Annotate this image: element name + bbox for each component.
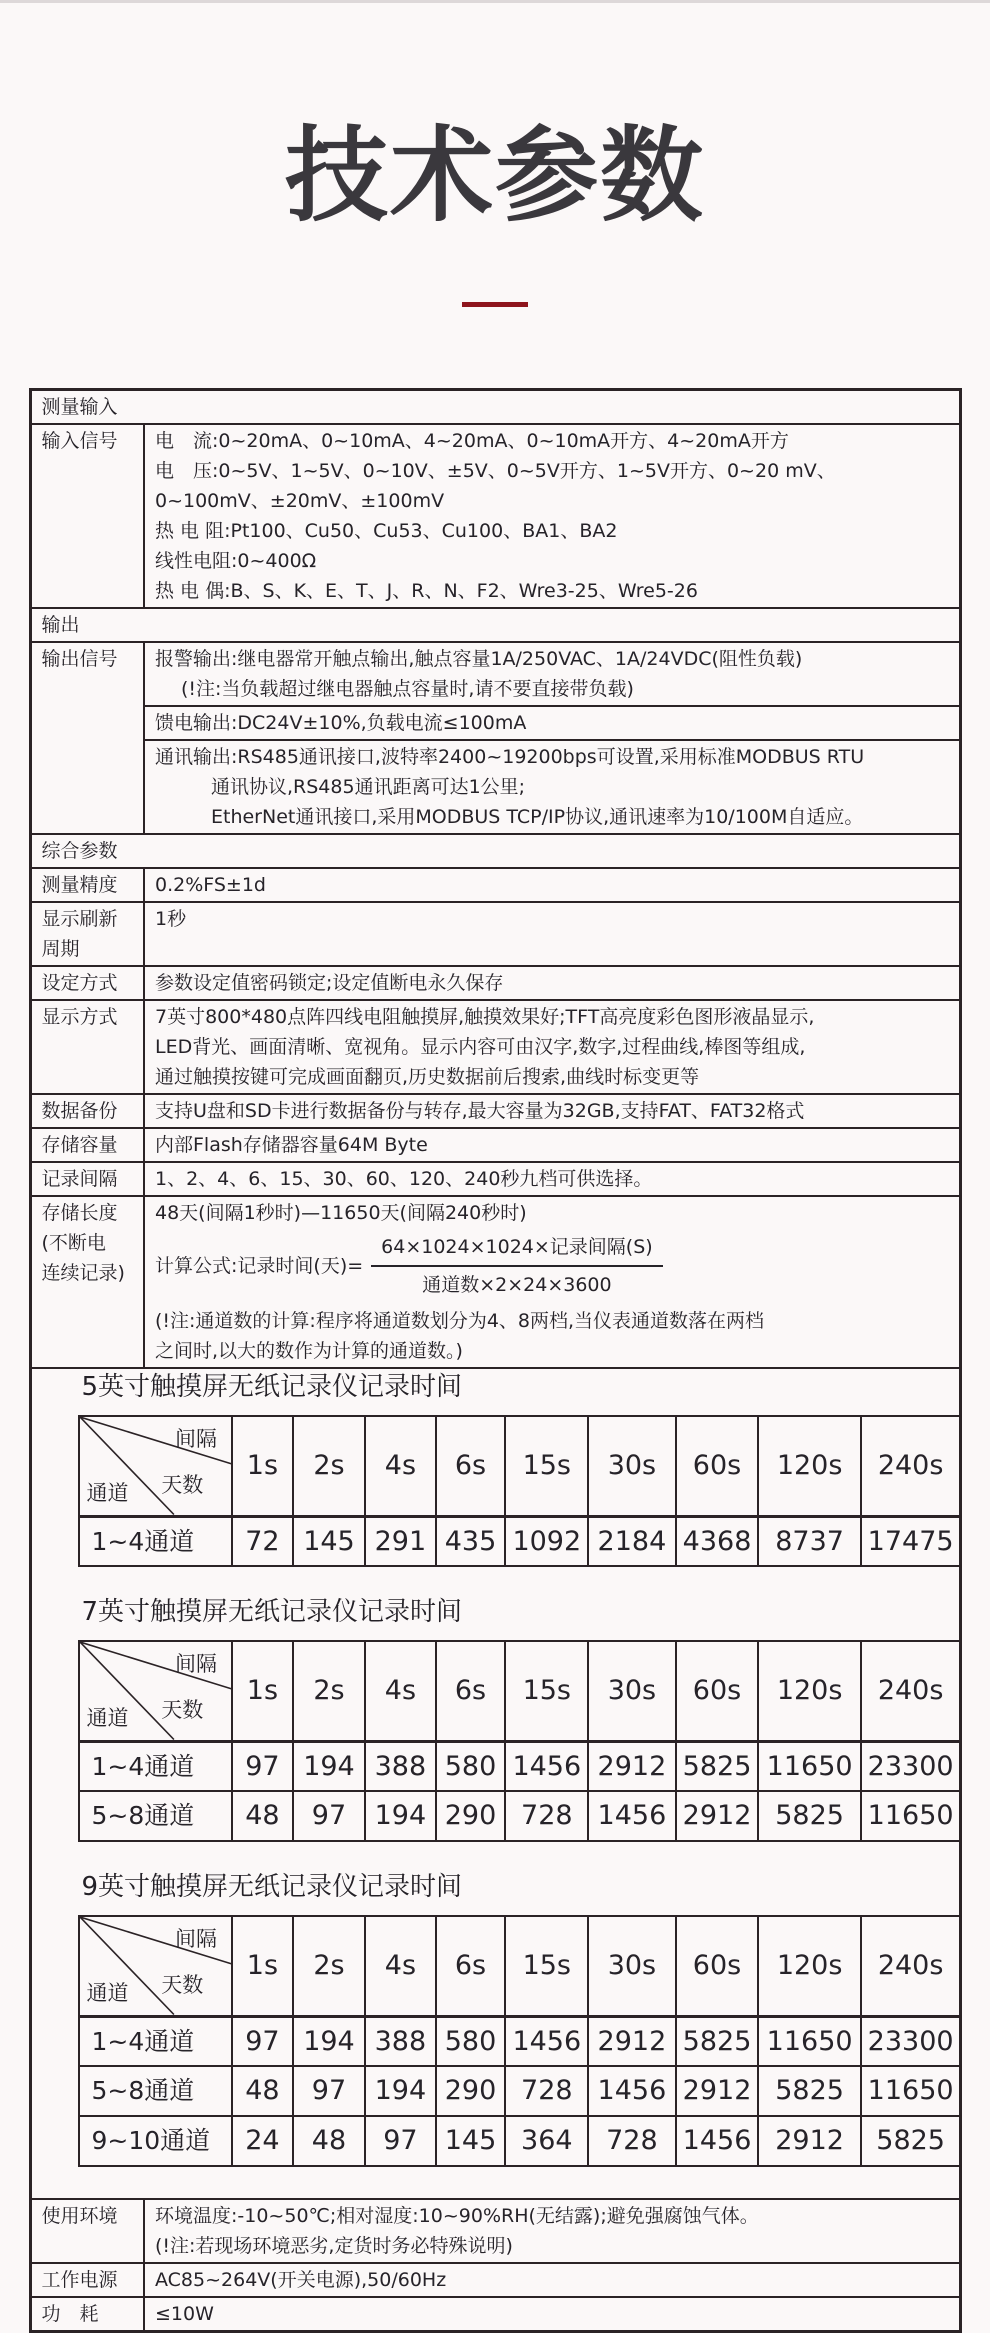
days-value: 2912 bbox=[588, 1741, 675, 1791]
days-value: 5825 bbox=[676, 1741, 759, 1791]
days-value: 2912 bbox=[588, 2016, 675, 2066]
days-value: 194 bbox=[365, 2066, 436, 2116]
corner-label-channel: 通道 bbox=[86, 1980, 129, 2005]
days-value: 145 bbox=[293, 1516, 365, 1566]
row-record-tables bbox=[30, 1368, 960, 2199]
row-accuracy bbox=[30, 868, 960, 902]
channel-label: 5~8通道 bbox=[79, 1791, 232, 1841]
row-interval bbox=[30, 1162, 960, 1196]
input-signal-line: 电 压:0~5V、1~5V、0~10V、±5V、0~5V开方、1~5V开方、0~20 mV、 bbox=[155, 460, 836, 483]
days-value: 290 bbox=[436, 1791, 506, 1841]
corner-label-channel: 通道 bbox=[86, 1705, 129, 1730]
days-value: 8737 bbox=[758, 1516, 860, 1566]
section-header-general: 综合参数 bbox=[30, 834, 960, 868]
channel-label: 5~8通道 bbox=[79, 2066, 232, 2116]
days-value: 194 bbox=[365, 1791, 436, 1841]
row-label-output-signal: 输出信号 bbox=[30, 642, 144, 834]
backup-value: 支持U盘和SD卡进行数据备份与转存,最大容量为32GB,支持FAT、FAT32格式 bbox=[144, 1094, 960, 1128]
environment-line: 环境温度:-10~50℃;相对湿度:10~90%RH(无结露);避免强腐蚀气体。 bbox=[155, 2205, 759, 2228]
days-value: 1456 bbox=[505, 1741, 588, 1791]
diagonal-corner-cell bbox=[79, 1916, 232, 2016]
interval-header: 240s bbox=[861, 1416, 961, 1516]
channel-label: 1~4通道 bbox=[79, 1741, 232, 1791]
row-label-display: 显示方式 bbox=[30, 1000, 144, 1094]
input-signal-line: 0~100mV、±20mV、±100mV bbox=[155, 490, 445, 513]
channel-label: 1~4通道 bbox=[79, 2016, 232, 2066]
section-row-output bbox=[30, 608, 960, 642]
alarm-output-note: (!注:当负载超过继电器触点容量时,请不要直接带负载) bbox=[181, 678, 634, 701]
interval-header: 4s bbox=[365, 1641, 436, 1741]
days-value: 5825 bbox=[758, 1791, 860, 1841]
days-value: 11650 bbox=[758, 1741, 860, 1791]
input-signal-line: 电 流:0~20mA、0~10mA、4~20mA、0~10mA开方、4~20mA开方 bbox=[155, 430, 789, 453]
interval-header: 60s bbox=[676, 1641, 759, 1741]
days-value: 23300 bbox=[861, 1741, 961, 1791]
display-line: LED背光、画面清晰、宽视角。显示内容可由汉字,数字,过程曲线,棒图等组成, bbox=[155, 1036, 806, 1059]
section-row-general bbox=[30, 834, 960, 868]
interval-header: 15s bbox=[505, 1916, 588, 2016]
days-value: 728 bbox=[505, 1791, 588, 1841]
interval-header: 6s bbox=[436, 1416, 506, 1516]
section-row-measure bbox=[30, 390, 960, 425]
row-label-consumption: 功 耗 bbox=[30, 2297, 144, 2332]
channel-label: 9~10通道 bbox=[79, 2116, 232, 2166]
days-value: 48 bbox=[232, 1791, 293, 1841]
interval-header: 4s bbox=[365, 1416, 436, 1516]
formula-denominator: 通道数×2×24×3600 bbox=[422, 1274, 612, 1297]
row-label-accuracy: 测量精度 bbox=[30, 868, 144, 902]
days-value: 5825 bbox=[758, 2066, 860, 2116]
record-table-data-row bbox=[79, 1791, 961, 1841]
input-signal-line: 热 电 偶:B、S、K、E、T、J、R、N、F2、Wre3-25、Wre5-26 bbox=[155, 580, 698, 603]
interval-header: 120s bbox=[758, 1916, 860, 2016]
days-value: 194 bbox=[293, 1741, 365, 1791]
days-value: 17475 bbox=[861, 1516, 961, 1566]
days-value: 97 bbox=[293, 1791, 365, 1841]
row-label-backup: 数据备份 bbox=[30, 1094, 144, 1128]
record-table-title-7inch: 7英寸触摸屏无纸记录仪记录时间 bbox=[81, 1597, 463, 1628]
interval-header: 120s bbox=[758, 1416, 860, 1516]
interval-value: 1、2、4、6、15、30、60、120、240秒九档可供选择。 bbox=[144, 1162, 960, 1196]
formula-fraction bbox=[371, 1232, 663, 1300]
corner-label-channel: 通道 bbox=[86, 1480, 129, 1505]
comm-output-line: 通讯输出:RS485通讯接口,波特率2400~19200bps可设置,采用标准MODBUS RTU bbox=[155, 746, 865, 769]
display-line: 通过触摸按键可完成画面翻页,历史数据前后搜索,曲线时标变更等 bbox=[155, 1066, 700, 1089]
row-refresh bbox=[30, 902, 960, 966]
interval-header: 60s bbox=[676, 1916, 759, 2016]
days-value: 1092 bbox=[505, 1516, 588, 1566]
refresh-value: 1秒 bbox=[144, 902, 960, 966]
interval-header: 1s bbox=[232, 1416, 293, 1516]
record-table-data-row bbox=[79, 2016, 961, 2066]
row-label-interval: 记录间隔 bbox=[30, 1162, 144, 1196]
input-signal-line: 热 电 阻:Pt100、Cu50、Cu53、Cu100、BA1、BA2 bbox=[155, 520, 618, 543]
record-table-header-row bbox=[79, 1416, 961, 1516]
days-value: 728 bbox=[588, 2116, 675, 2166]
record-table-5inch bbox=[78, 1415, 962, 1567]
days-value: 388 bbox=[365, 1741, 436, 1791]
interval-header: 6s bbox=[436, 1641, 506, 1741]
days-value: 4368 bbox=[676, 1516, 759, 1566]
row-label-input-signal: 输入信号 bbox=[30, 424, 144, 608]
days-value: 24 bbox=[232, 2116, 293, 2166]
days-value: 11650 bbox=[861, 1791, 961, 1841]
record-table-title-5inch: 5英寸触摸屏无纸记录仪记录时间 bbox=[81, 1372, 463, 1403]
days-value: 11650 bbox=[758, 2016, 860, 2066]
days-value: 1456 bbox=[588, 1791, 675, 1841]
days-value: 580 bbox=[436, 1741, 506, 1791]
diagonal-corner-cell bbox=[79, 1641, 232, 1741]
interval-header: 2s bbox=[293, 1916, 365, 2016]
diagonal-corner-cell bbox=[79, 1416, 232, 1516]
days-value: 1456 bbox=[505, 2016, 588, 2066]
accuracy-value: 0.2%FS±1d bbox=[144, 868, 960, 902]
interval-header: 30s bbox=[588, 1916, 675, 2016]
days-value: 5825 bbox=[676, 2016, 759, 2066]
corner-label-interval: 间隔 bbox=[174, 1927, 217, 1952]
corner-label-interval: 间隔 bbox=[174, 1652, 217, 1677]
days-value: 435 bbox=[436, 1516, 506, 1566]
record-table-data-row bbox=[79, 1741, 961, 1791]
days-value: 728 bbox=[505, 2066, 588, 2116]
interval-header: 1s bbox=[232, 1641, 293, 1741]
record-table-title-9inch: 9英寸触摸屏无纸记录仪记录时间 bbox=[81, 1872, 463, 1903]
row-output-signal-comm bbox=[30, 740, 960, 834]
environment-line: (!注:若现场环境恶劣,定货时务必特殊说明) bbox=[155, 2235, 513, 2258]
section-header-measure: 测量输入 bbox=[30, 390, 960, 425]
comm-output-line: 通讯协议,RS485通讯距离可达1公里; bbox=[211, 776, 526, 799]
storage-note-line: 之间时,以大的数作为计算的通道数。) bbox=[155, 1340, 463, 1363]
row-label-capacity: 存储容量 bbox=[30, 1128, 144, 1162]
row-output-signal-feed bbox=[30, 706, 960, 740]
days-value: 23300 bbox=[861, 2016, 961, 2066]
days-value: 2184 bbox=[588, 1516, 675, 1566]
interval-header: 4s bbox=[365, 1916, 436, 2016]
interval-header: 240s bbox=[861, 1916, 961, 2016]
corner-label-interval: 间隔 bbox=[174, 1427, 217, 1452]
storage-range: 48天(间隔1秒时)—11650天(间隔240秒时) bbox=[155, 1202, 527, 1225]
page-title: 技术参数 bbox=[285, 116, 705, 236]
corner-label-days: 天数 bbox=[161, 1698, 204, 1723]
row-label-setting: 设定方式 bbox=[30, 966, 144, 1000]
row-backup bbox=[30, 1094, 960, 1128]
row-label-storage-length: 连续记录) bbox=[41, 1262, 125, 1285]
record-table-header-row bbox=[79, 1641, 961, 1741]
record-table-9inch bbox=[78, 1915, 962, 2167]
row-environment bbox=[30, 2199, 960, 2263]
days-value: 194 bbox=[293, 2016, 365, 2066]
row-display bbox=[30, 1000, 960, 1094]
interval-header: 240s bbox=[861, 1641, 961, 1741]
days-value: 97 bbox=[232, 2016, 293, 2066]
interval-header: 30s bbox=[588, 1416, 675, 1516]
days-value: 2912 bbox=[676, 2066, 759, 2116]
row-output-signal-alarm bbox=[30, 642, 960, 706]
interval-header: 15s bbox=[505, 1641, 588, 1741]
spec-table bbox=[29, 388, 962, 2333]
row-label-environment: 使用环境 bbox=[30, 2199, 144, 2263]
row-storage-length bbox=[30, 1196, 960, 1368]
row-label-power: 工作电源 bbox=[30, 2263, 144, 2297]
corner-label-days: 天数 bbox=[161, 1973, 204, 1998]
interval-header: 1s bbox=[232, 1916, 293, 2016]
corner-label-days: 天数 bbox=[161, 1473, 204, 1498]
row-label-refresh: 周期 bbox=[41, 938, 80, 961]
record-table-data-row bbox=[79, 2116, 961, 2166]
alarm-output-line: 报警输出:继电器常开触点输出,触点容量1A/250VAC、1A/24VDC(阻性负载) bbox=[155, 648, 803, 671]
days-value: 1456 bbox=[676, 2116, 759, 2166]
interval-header: 60s bbox=[676, 1416, 759, 1516]
row-setting bbox=[30, 966, 960, 1000]
days-value: 72 bbox=[232, 1516, 293, 1566]
interval-header: 30s bbox=[588, 1641, 675, 1741]
days-value: 145 bbox=[436, 2116, 506, 2166]
row-capacity bbox=[30, 1128, 960, 1162]
record-table-header-row bbox=[79, 1916, 961, 2016]
feed-output-line: 馈电输出:DC24V±10%,负载电流≤100mA bbox=[144, 706, 960, 740]
days-value: 5825 bbox=[861, 2116, 961, 2166]
days-value: 580 bbox=[436, 2016, 506, 2066]
formula-numerator: 64×1024×1024×记录间隔(S) bbox=[371, 1232, 663, 1267]
interval-header: 2s bbox=[293, 1641, 365, 1741]
days-value: 388 bbox=[365, 2016, 436, 2066]
interval-header: 15s bbox=[505, 1416, 588, 1516]
days-value: 48 bbox=[232, 2066, 293, 2116]
row-power bbox=[30, 2263, 960, 2297]
power-value: AC85~264V(开关电源),50/60Hz bbox=[144, 2263, 960, 2297]
record-table-7inch bbox=[78, 1640, 962, 1842]
capacity-value: 内部Flash存储器容量64M Byte bbox=[144, 1128, 960, 1162]
title-underline bbox=[462, 302, 528, 307]
interval-header: 120s bbox=[758, 1641, 860, 1741]
row-label-refresh: 显示刷新 bbox=[41, 908, 118, 931]
input-signal-line: 线性电阻:0~400Ω bbox=[155, 550, 317, 573]
days-value: 1456 bbox=[588, 2066, 675, 2116]
days-value: 291 bbox=[365, 1516, 436, 1566]
days-value: 97 bbox=[293, 2066, 365, 2116]
storage-note-line: (!注:通道数的计算:程序将通道数划分为4、8两档,当仪表通道数落在两档 bbox=[155, 1310, 765, 1333]
setting-value: 参数设定值密码锁定;设定值断电永久保存 bbox=[144, 966, 960, 1000]
days-value: 11650 bbox=[861, 2066, 961, 2116]
row-label-storage-length: 存储长度 bbox=[41, 1202, 118, 1225]
interval-header: 2s bbox=[293, 1416, 365, 1516]
comm-output-line: EtherNet通讯接口,采用MODBUS TCP/IP协议,通讯速率为10/100M自适应。 bbox=[211, 806, 864, 829]
consumption-value: ≤10W bbox=[144, 2297, 960, 2332]
channel-label: 1~4通道 bbox=[79, 1516, 232, 1566]
row-label-storage-length: (不断电 bbox=[41, 1232, 106, 1255]
top-border-strip bbox=[0, 0, 990, 3]
days-value: 290 bbox=[436, 2066, 506, 2116]
days-value: 48 bbox=[293, 2116, 365, 2166]
record-table-data-row bbox=[79, 2066, 961, 2116]
days-value: 2912 bbox=[758, 2116, 860, 2166]
display-line: 7英寸800*480点阵四线电阻触摸屏,触摸效果好;TFT高亮度彩色图形液晶显示, bbox=[155, 1006, 815, 1029]
days-value: 2912 bbox=[676, 1791, 759, 1841]
row-input-signal bbox=[30, 424, 960, 608]
interval-header: 6s bbox=[436, 1916, 506, 2016]
section-header-output: 输出 bbox=[30, 608, 960, 642]
formula-prefix: 计算公式:记录时间(天)= bbox=[155, 1255, 364, 1278]
days-value: 364 bbox=[505, 2116, 588, 2166]
storage-formula bbox=[155, 1232, 953, 1300]
days-value: 97 bbox=[365, 2116, 436, 2166]
record-table-data-row bbox=[79, 1516, 961, 1566]
row-consumption bbox=[30, 2297, 960, 2332]
days-value: 97 bbox=[232, 1741, 293, 1791]
